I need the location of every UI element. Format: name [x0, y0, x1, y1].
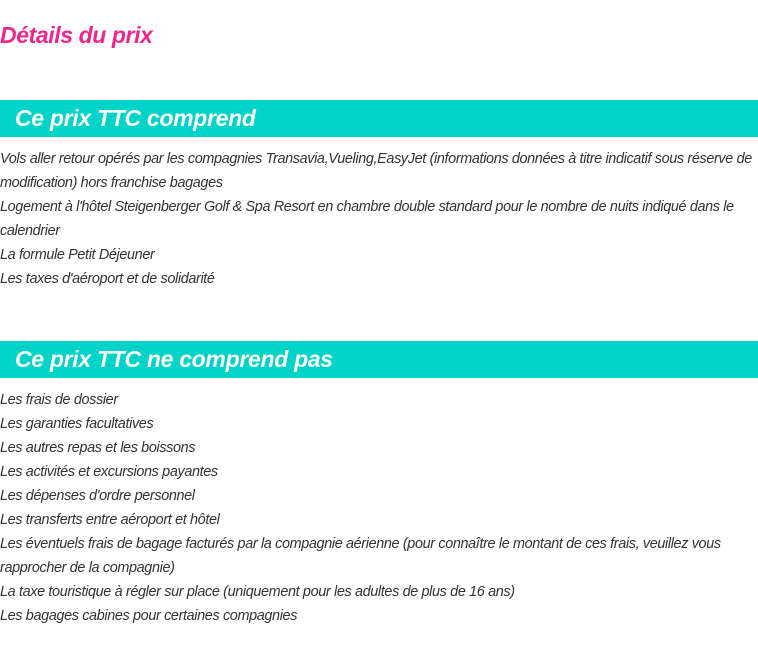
- excluded-section-header: [0, 341, 758, 378]
- included-item: Logement à l'hôtel Steigenberger Golf & Spa Resort en chambre double standard pour le nombre de nuits indiqué dans le calendrier: [0, 199, 734, 239]
- page-title: Détails du prix: [0, 22, 153, 48]
- included-item: Les taxes d'aéroport et de solidarité: [0, 271, 215, 287]
- included-section-header: [0, 100, 758, 137]
- included-section-title: Ce prix TTC comprend: [15, 105, 256, 131]
- excluded-items-list: [0, 388, 758, 628]
- included-items-list: [0, 147, 758, 291]
- included-item: La formule Petit Déjeuner: [0, 247, 155, 263]
- excluded-item: Les frais de dossier: [0, 392, 118, 408]
- excluded-item: Les autres repas et les boissons: [0, 440, 196, 456]
- excluded-section-title: Ce prix TTC ne comprend pas: [15, 346, 333, 372]
- excluded-item: Les garanties facultatives: [0, 416, 154, 432]
- excluded-item: Les dépenses d'ordre personnel: [0, 488, 195, 504]
- excluded-item: Les activités et excursions payantes: [0, 464, 218, 480]
- excluded-item: La taxe touristique à régler sur place (uniquement pour les adultes de plus de 16 ans): [0, 584, 515, 600]
- excluded-item: Les éventuels frais de bagage facturés par la compagnie aérienne (pour connaître le montant de ces frais, veuillez vous rapprocher de la compagnie): [0, 536, 721, 576]
- included-item: Vols aller retour opérés par les compagnies Transavia,Vueling,EasyJet (informations données à titre indicatif sous réserve de modification) hors franchise bagages: [0, 151, 752, 191]
- excluded-item: Les transferts entre aéroport et hôtel: [0, 512, 220, 528]
- excluded-item: Les bagages cabines pour certaines compagnies: [0, 608, 298, 624]
